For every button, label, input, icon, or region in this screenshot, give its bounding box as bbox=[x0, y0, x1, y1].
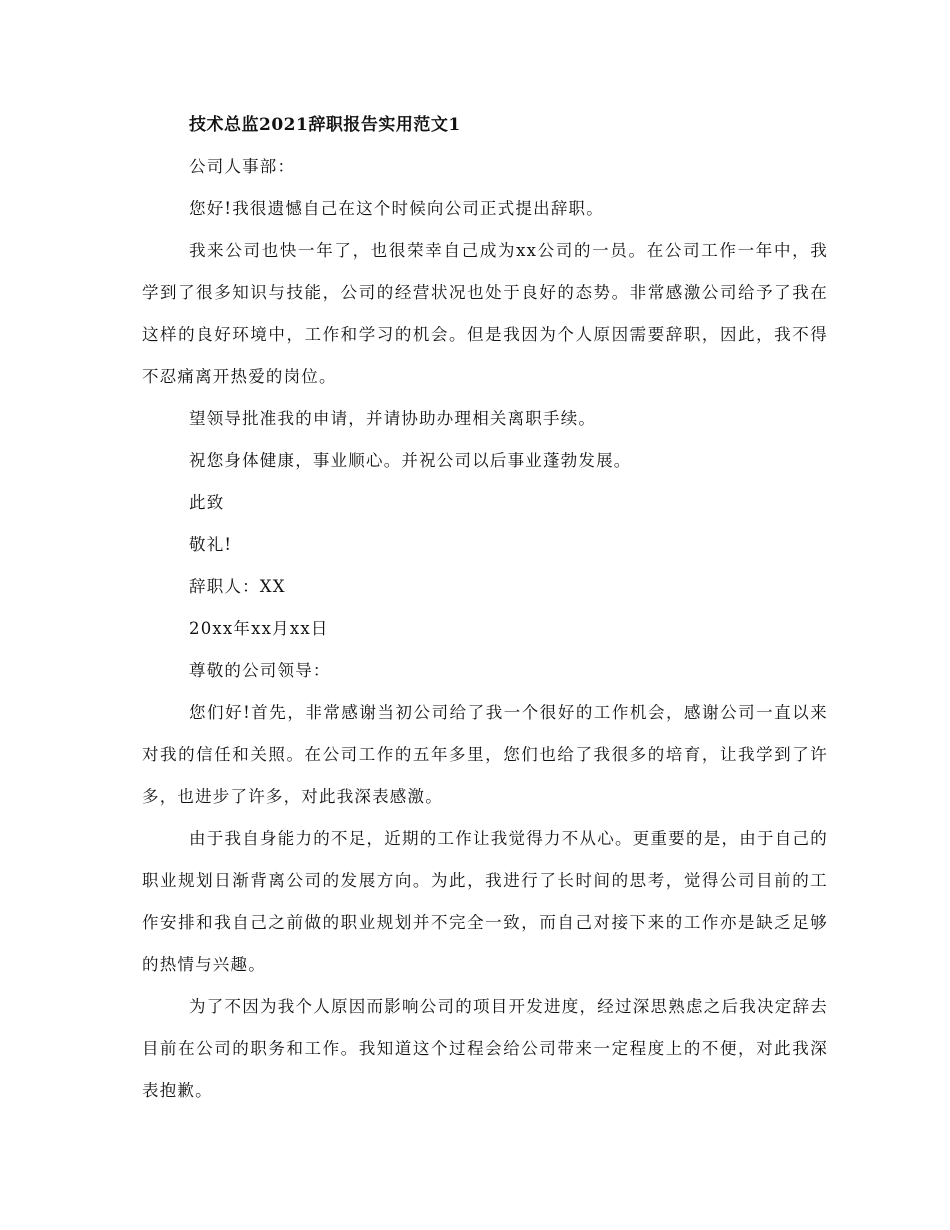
paragraph: 由于我自身能力的不足，近期的工作让我觉得力不从心。更重要的是，由于自己的职业规划日渐背离公司的发展方向。为此，我进行了长时间的思考，觉得公司目前的工作安排和我自己之前做的职业规划并不完全一致，而自己对接下来的工作亦是缺乏足够的热情与兴趣。 bbox=[142, 829, 828, 974]
closing-regards: 敬礼! bbox=[189, 535, 233, 554]
salutation-hr: 公司人事部： bbox=[189, 157, 296, 176]
closing-line: 此致 bbox=[189, 493, 225, 512]
paragraph: 我来公司也快一年了，也很荣幸自己成为xx公司的一员。在公司工作一年中，我学到了很多知识与技能，公司的经营状况也处于良好的态势。非常感激公司给予了我在这样的良好环境中，工作和学习的机会。但是我因为个人原因需要辞职，因此，我不得不忍痛离开热爱的岗位。 bbox=[142, 241, 828, 386]
paragraph: 为了不因为我个人原因而影响公司的项目开发进度，经过深思熟虑之后我决定辞去目前在公司的职务和工作。我知道这个过程会给公司带来一定程度上的不便，对此我深表抱歉。 bbox=[142, 997, 828, 1100]
salutation-leaders: 尊敬的公司领导： bbox=[189, 661, 331, 680]
document-body bbox=[142, 110, 828, 1112]
paragraph: 望领导批准我的申请，并请协助办理相关离职手续。 bbox=[189, 409, 597, 428]
signature-date: 20xx年xx月xx日 bbox=[189, 619, 329, 638]
document-title: 技术总监2021辞职报告实用范文1 bbox=[189, 115, 461, 135]
paragraph: 祝您身体健康，事业顺心。并祝公司以后事业蓬勃发展。 bbox=[189, 451, 632, 470]
paragraph: 您们好!首先，非常感谢当初公司给了我一个很好的工作机会，感谢公司一直以来对我的信任和关照。在公司工作的五年多里，您们也给了我很多的培育，让我学到了许多，也进步了许多，对此我深表感激。 bbox=[142, 703, 828, 806]
signature-name: 辞职人：XX bbox=[189, 577, 286, 596]
paragraph: 您好!我很遗憾自己在这个时候向公司正式提出辞职。 bbox=[189, 199, 604, 218]
